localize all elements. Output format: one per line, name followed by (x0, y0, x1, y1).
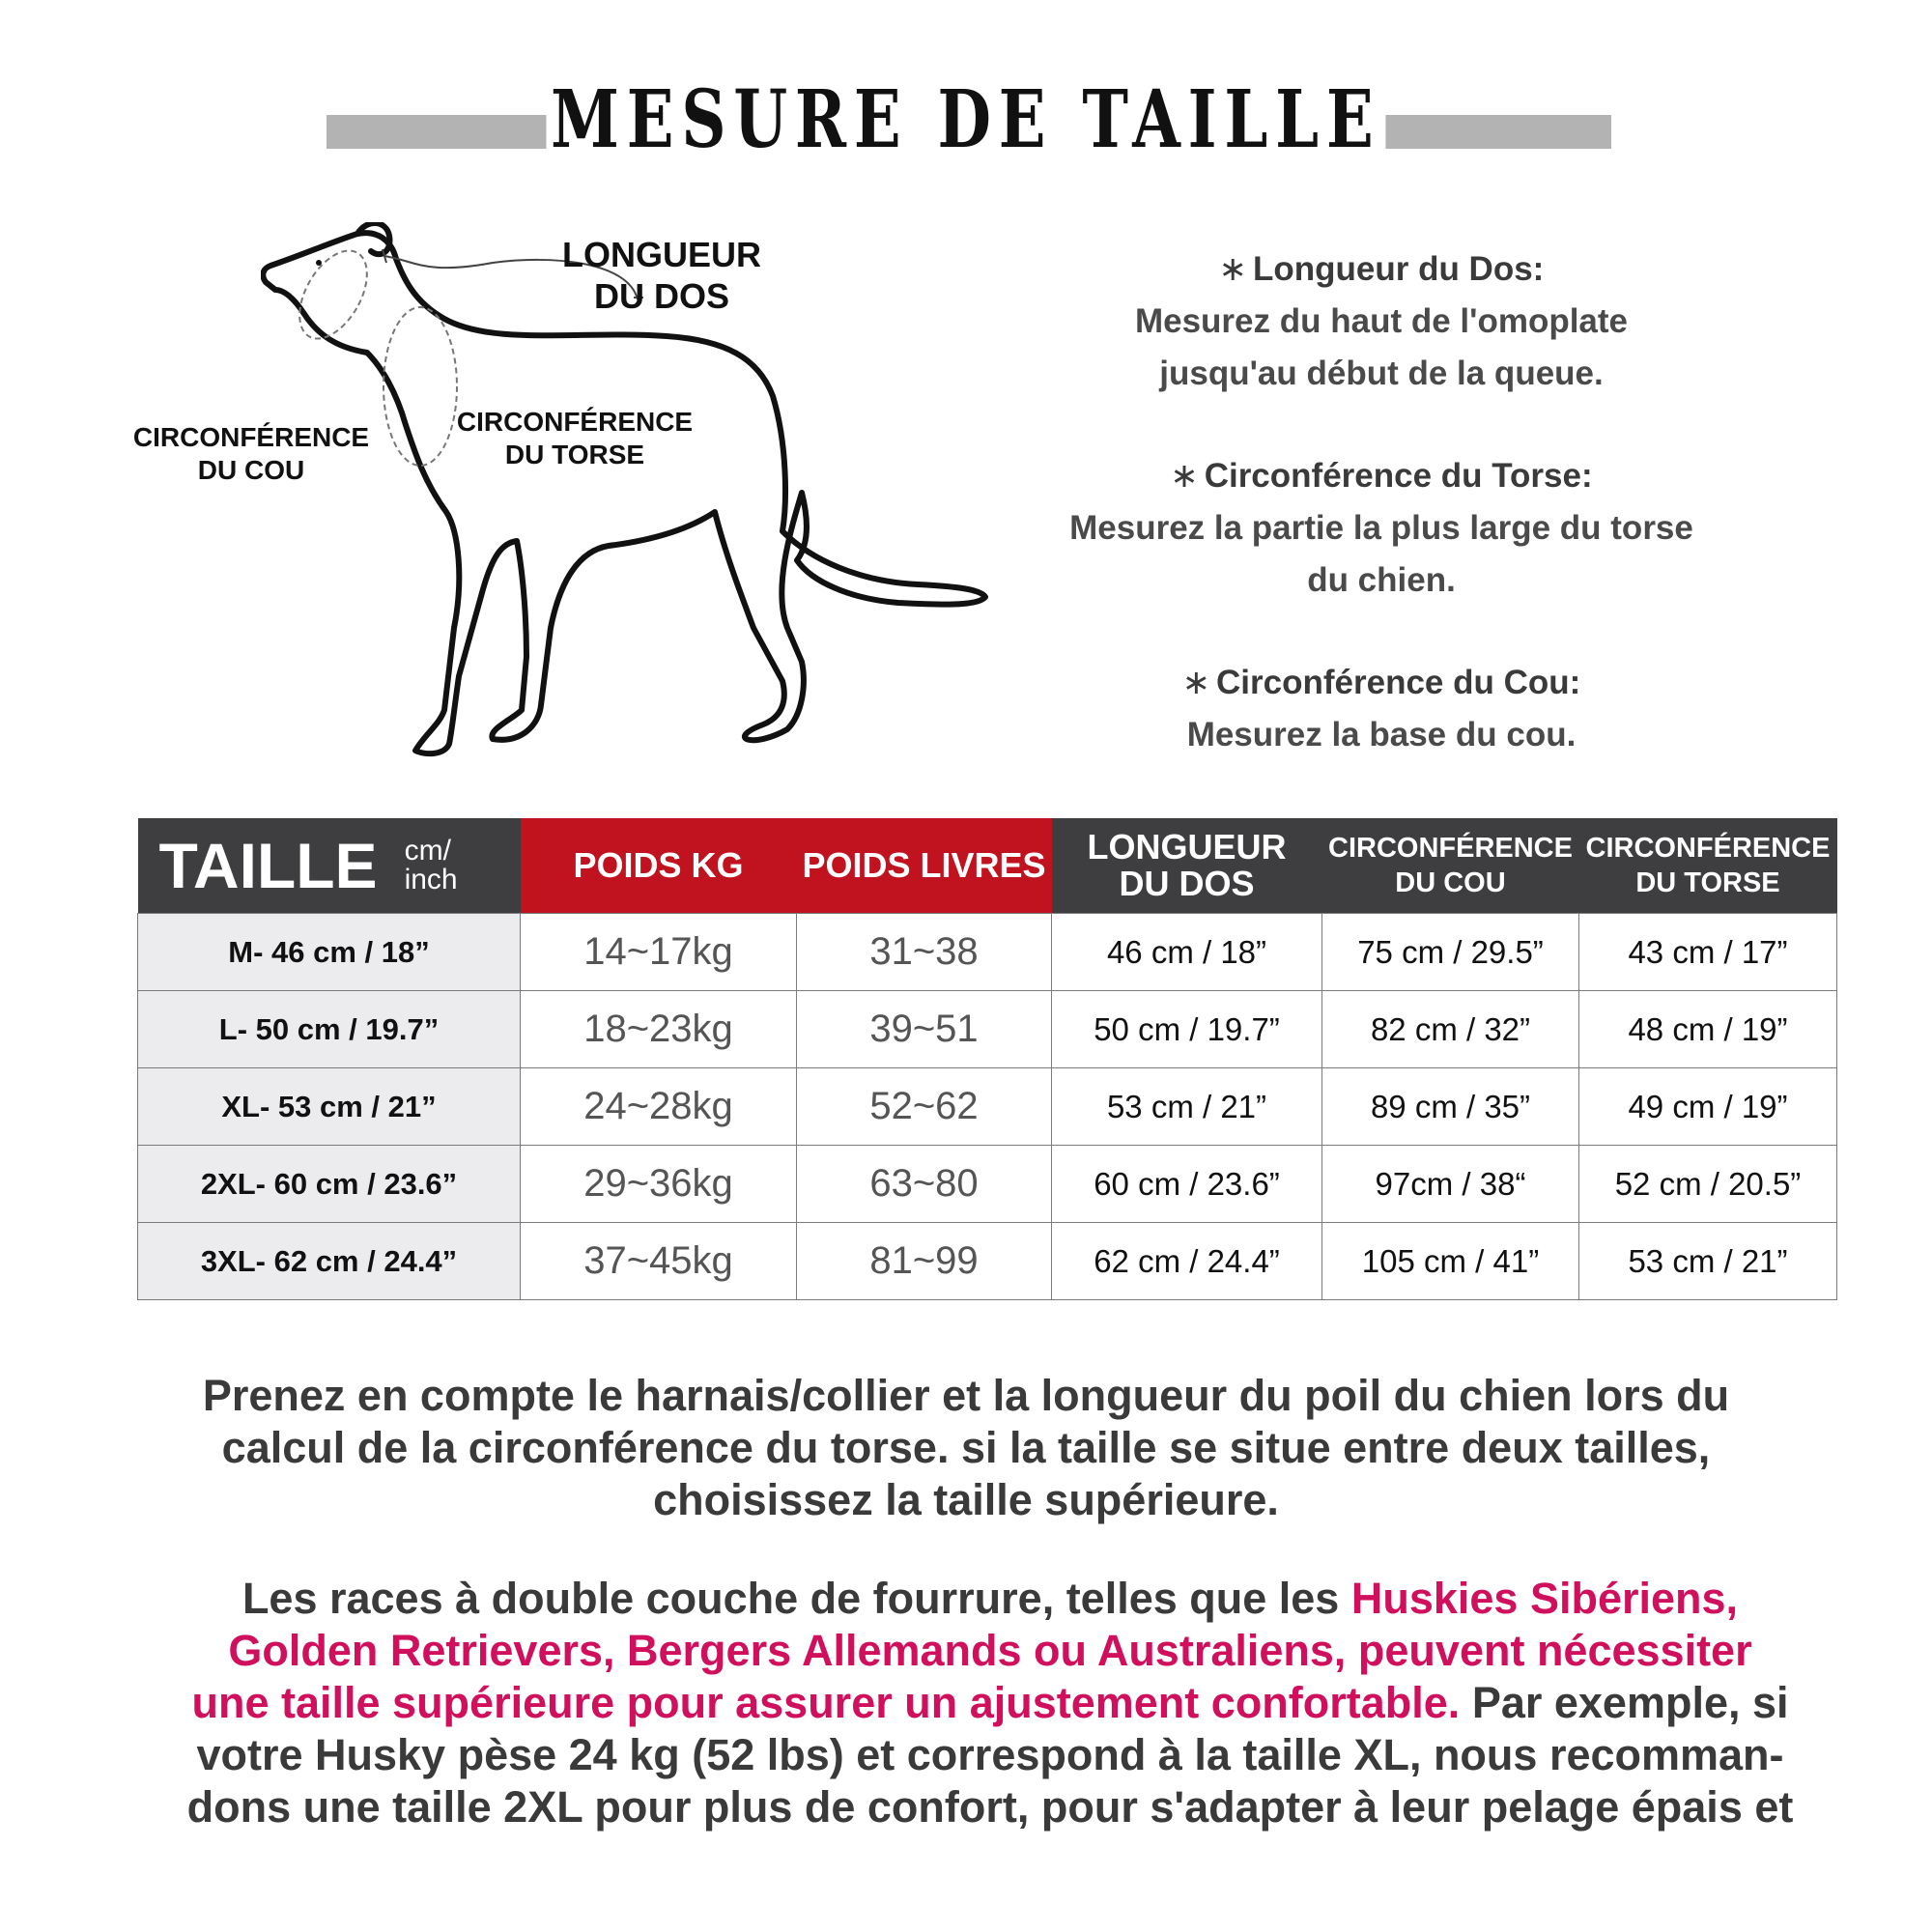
cell-poids-livres: 52~62 (797, 1068, 1052, 1146)
cell-longueur-dos: 53 cm / 21” (1052, 1068, 1322, 1146)
cell-circonference-torse: 43 cm / 17” (1579, 914, 1837, 991)
cell-poids-kg: 24~28kg (521, 1068, 797, 1146)
highlight-breeds: une taille supérieure pour assurer un ajustement confortable. (191, 1678, 1461, 1727)
instruction-cou: ∗ Circonférence du Cou: Mesurez la base du cou. (1181, 664, 1581, 753)
table-row (138, 1068, 1837, 1146)
table-header-row (138, 818, 1837, 914)
label-circonference-cou: CIRCONFÉRENCE DU COU (132, 422, 370, 485)
header-poids-livres: POIDS LIVRES (797, 818, 1052, 914)
cell-longueur-dos: 46 cm / 18” (1052, 914, 1322, 991)
header-longueur-dos: LONGUEUR DU DOS (1052, 818, 1322, 914)
cell-size: M- 46 cm / 18” (138, 914, 521, 991)
page-title: MESURE DE TAILLE (547, 75, 1386, 164)
cell-circonference-cou: 82 cm / 32” (1322, 991, 1579, 1068)
cell-poids-kg: 18~23kg (521, 991, 797, 1068)
cell-poids-kg: 29~36kg (521, 1146, 797, 1223)
cell-size: 3XL- 62 cm / 24.4” (138, 1223, 521, 1300)
table-row (138, 991, 1837, 1068)
cell-circonference-cou: 97cm / 38“ (1322, 1146, 1579, 1223)
label-longueur-dos: LONGUEUR DU DOS (562, 235, 761, 317)
cell-circonference-torse: 53 cm / 21” (1579, 1223, 1837, 1300)
header-circonference-cou: CIRCONFÉRENCE DU COU (1322, 818, 1579, 914)
label-circonference-torse: CIRCONFÉRENCE DU TORSE (456, 407, 694, 469)
cell-circonference-cou: 75 cm / 29.5” (1322, 914, 1579, 991)
cell-poids-livres: 63~80 (797, 1146, 1052, 1223)
cell-poids-kg: 37~45kg (521, 1223, 797, 1300)
highlight-breeds: Golden Retrievers, Bergers Allemands ou Australiens, peuvent nécessiter (228, 1626, 1752, 1675)
table-row (138, 1146, 1837, 1223)
cell-circonference-torse: 52 cm / 20.5” (1579, 1146, 1837, 1223)
table-row (138, 1223, 1837, 1300)
cell-circonference-torse: 49 cm / 19” (1579, 1068, 1837, 1146)
header-circonference-torse: CIRCONFÉRENCE DU TORSE (1579, 818, 1837, 914)
cell-poids-livres: 31~38 (797, 914, 1052, 991)
cell-poids-kg: 14~17kg (521, 914, 797, 991)
asterisk-icon: ∗ (1170, 457, 1199, 496)
cell-circonference-cou: 105 cm / 41” (1322, 1223, 1579, 1300)
asterisk-icon: ∗ (1181, 664, 1211, 702)
fit-note: Prenez en compte le harnais/collier et la longueur du poil du chien lors du calcul de la circonférence du torse. si la taille se situe entre deux tailles, choisissez la taille supérieure. (202, 1371, 1730, 1524)
instruction-dos: ∗ Longueur du Dos: Mesurez du haut de l'omoplate jusqu'au début de la queue. (1134, 250, 1629, 392)
cell-size: 2XL- 60 cm / 23.6” (138, 1146, 521, 1223)
asterisk-icon: ∗ (1218, 250, 1247, 289)
cell-circonference-torse: 48 cm / 19” (1579, 991, 1837, 1068)
cell-longueur-dos: 50 cm / 19.7” (1052, 991, 1322, 1068)
measurement-instructions (1005, 243, 1758, 811)
double-coat-note: Les races à double couche de fourrure, telles que les Huskies Sibériens, Golden Retrievers, Bergers Allemands ou Australiens, peuvent nécessiter une taille supérieure pour assurer un ajustement confortable. Par exemple, si votre Husky pèse 24 kg (52 lbs) et correspond à la taille XL, nous recomman- dons une taille 2XL pour plus de confort, pour s'adapter à leur pelage épais et (130, 1573, 1850, 1833)
size-table (137, 818, 1837, 1300)
header-poids-kg: POIDS KG (521, 818, 797, 914)
table-row (138, 914, 1837, 991)
cell-circonference-cou: 89 cm / 35” (1322, 1068, 1579, 1146)
cell-size: L- 50 cm / 19.7” (138, 991, 521, 1068)
cell-size: XL- 53 cm / 21” (138, 1068, 521, 1146)
header-taille: TAILLE cm/ inch (138, 818, 521, 914)
cell-longueur-dos: 62 cm / 24.4” (1052, 1223, 1322, 1300)
instruction-torse: ∗ Circonférence du Torse: Mesurez la partie la plus large du torse du chien. (1069, 457, 1693, 599)
cell-poids-livres: 39~51 (797, 991, 1052, 1068)
highlight-breeds: Huskies Sibériens, (1350, 1574, 1739, 1623)
cell-poids-livres: 81~99 (797, 1223, 1052, 1300)
cell-longueur-dos: 60 cm / 23.6” (1052, 1146, 1322, 1223)
